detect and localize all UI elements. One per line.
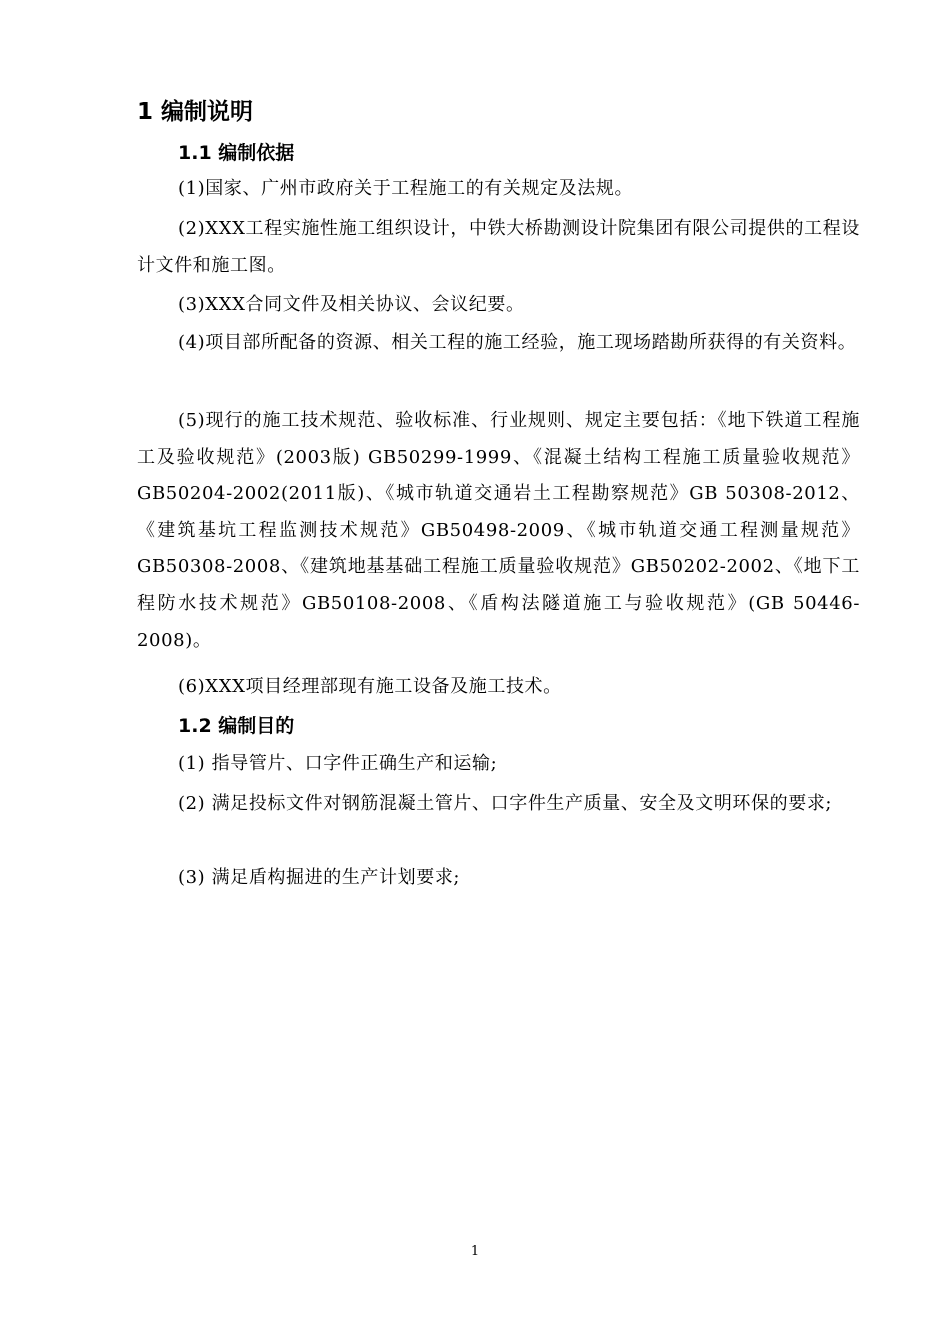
basis-item-5: (5)现行的施工技术规范、验收标准、行业规则、规定主要包括：《地下铁道工程施工及验收规范》(2003版) GB50299-1999、《混凝土结构工程施工质量验收规范》GB50204-2002(2011版)、《城市轨道交通岩土工程勘察规范》GB 50308-2012、《建筑基坑工程监测技术规范》GB50498-2009、《城市轨道交通工程测量规范》GB50308-2008、《建筑地基基础工程施工质量验收规范》GB50202-2002、《地下工程防水技术规范》GB50108-2008、《盾构法隧道施工与验收规范》(GB 50446-2008)。 bbox=[137, 410, 860, 651]
basis-item-2: (2)XXX工程实施性施工组织设计，中铁大桥勘测设计院集团有限公司提供的工程设计文件和施工图。 bbox=[137, 218, 860, 276]
basis-item-3: (3)XXX合同文件及相关协议、会议纪要。 bbox=[178, 294, 525, 315]
page-number: 1 bbox=[470, 1244, 480, 1259]
purpose-item-2: (2) 满足投标文件对钢筋混凝土管片、口字件生产质量、安全及文明环保的要求; bbox=[178, 793, 833, 814]
basis-item-4: (4)项目部所配备的资源、相关工程的施工经验，施工现场踏勘所获得的有关资料。 bbox=[178, 332, 857, 353]
basis-item-6: (6)XXX项目经理部现有施工设备及施工技术。 bbox=[178, 676, 562, 697]
purpose-item-3: (3) 满足盾构掘进的生产计划要求; bbox=[178, 867, 461, 888]
basis-item-1: (1)国家、广州市政府关于工程施工的有关规定及法规。 bbox=[178, 178, 634, 199]
section-heading-1-2: 1.2 编制目的 bbox=[178, 715, 295, 737]
purpose-item-1: (1) 指导管片、口字件正确生产和运输; bbox=[178, 753, 498, 774]
section-heading-1-1: 1.1 编制依据 bbox=[178, 142, 295, 164]
chapter-heading: 1 编制说明 bbox=[137, 99, 254, 125]
